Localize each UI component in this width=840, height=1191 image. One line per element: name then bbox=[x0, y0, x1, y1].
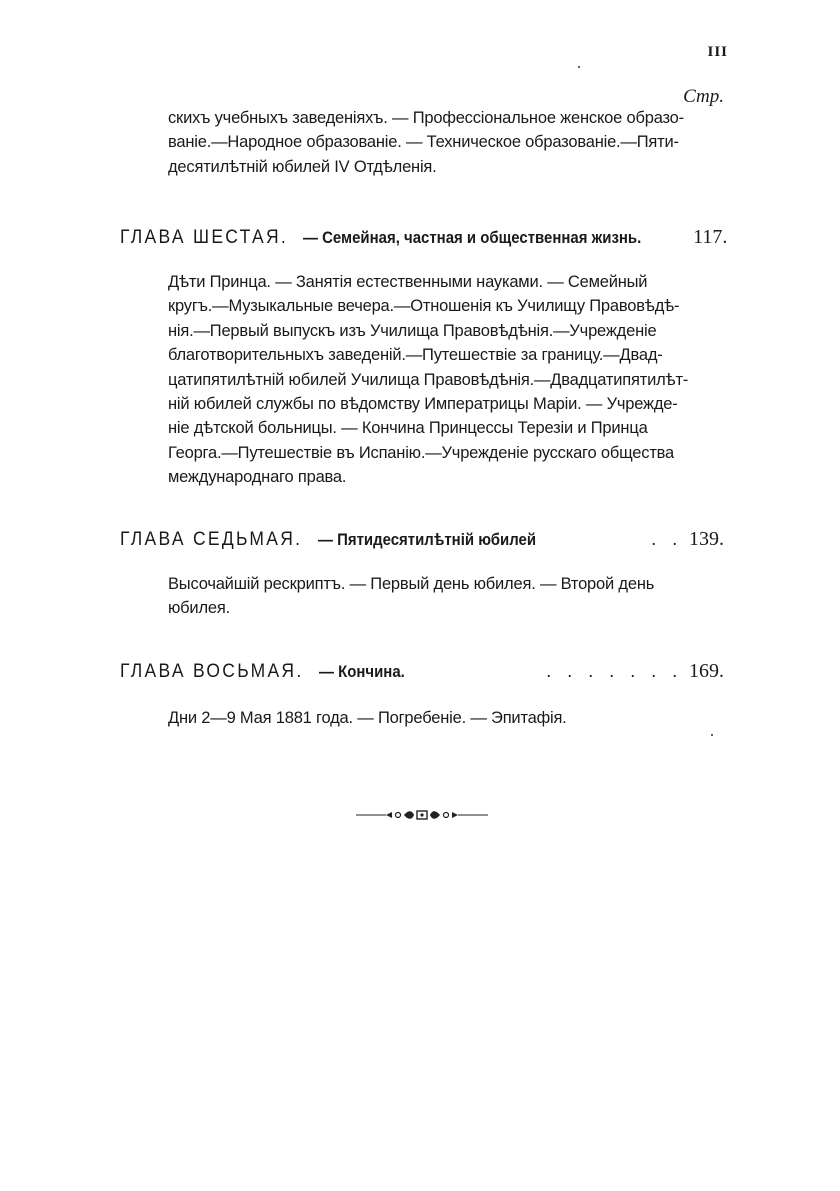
page-number: III bbox=[707, 44, 728, 60]
summary-line: нiя.—Первый выпускъ изъ Училища Правовѣдѣнiя.—Учрежденiе bbox=[168, 321, 657, 340]
summary-line: нiй юбилей службы по вѣдомству Императрицы Марiи. — Учрежде- bbox=[168, 395, 678, 414]
chapter-summary-7 bbox=[168, 572, 680, 621]
chapter-page-number: 117. bbox=[693, 226, 728, 248]
chapter-heading-7[interactable] bbox=[120, 528, 724, 554]
chapter-page-number: 139. bbox=[689, 528, 724, 550]
print-speck bbox=[711, 734, 713, 736]
chapter-heading-6[interactable] bbox=[120, 226, 728, 252]
chapter-label: ГЛАВА СЕДЬМАЯ. bbox=[120, 529, 303, 550]
chapter-title: — Семейная, частная и общественная жизнь. bbox=[302, 228, 641, 247]
column-header-page: Стр. bbox=[683, 86, 724, 107]
end-ornament-icon bbox=[356, 808, 488, 822]
print-speck bbox=[578, 66, 580, 68]
chapter-summary-8 bbox=[168, 706, 680, 730]
summary-line: кругъ.—Музыкальные вечера.—Отношенiя къ Училищу Правовѣдѣ- bbox=[168, 297, 680, 316]
chapter-leader-dots: . . bbox=[651, 529, 683, 549]
chapter-title: — Пятидесятилѣтнiй юбилей bbox=[318, 530, 537, 549]
summary-line: Дѣти Принца. — Занятiя естественными науками. — Семейный bbox=[168, 273, 648, 291]
chapter-summary-6 bbox=[168, 270, 689, 490]
chapter-page-number: 169. bbox=[689, 660, 724, 682]
chapter-label: ГЛАВА ВОСЬМАЯ. bbox=[120, 661, 304, 682]
summary-line: юбилея. bbox=[168, 599, 230, 618]
chapter-heading-8[interactable] bbox=[120, 660, 724, 686]
summary-line: благотворительныхъ заведенiй.—Путешествiе за границу.—Двад- bbox=[168, 346, 663, 365]
intro-line: ванiе.—Народное образованiе. — Техническое образованiе.—Пяти- bbox=[168, 133, 679, 152]
summary-line: цатипятилѣтнiй юбилей Училища Правовѣдѣнiя.—Двадцатипятилѣт- bbox=[168, 370, 689, 389]
intro-line: десятилѣтнiй юбилей IV Отдѣленiя. bbox=[168, 157, 437, 176]
chapter-label: ГЛАВА ШЕСТАЯ. bbox=[120, 227, 289, 248]
summary-line: Георга.—Путешествiе въ Испанiю.—Учрежденiе русскаго общества bbox=[168, 443, 675, 462]
intro-line: скихъ учебныхъ заведенiяхъ. — Профессiональное женское образо- bbox=[168, 109, 684, 127]
chapter-title: — Кончина. bbox=[319, 662, 406, 681]
chapter-leader-dots: . . . . . . . bbox=[546, 661, 683, 681]
summary-line: международнаго права. bbox=[168, 468, 347, 487]
intro-paragraph bbox=[168, 106, 684, 179]
summary-line: Дни 2—9 Мая 1881 года. — Погребенiе. — Эпитафiя. bbox=[168, 709, 567, 727]
summary-line: Высочайшiй рескриптъ. — Первый день юбилея. — Второй день bbox=[168, 575, 655, 593]
summary-line: нiе дѣтской больницы. — Кончина Принцессы Терезiи и Принца bbox=[168, 419, 648, 438]
